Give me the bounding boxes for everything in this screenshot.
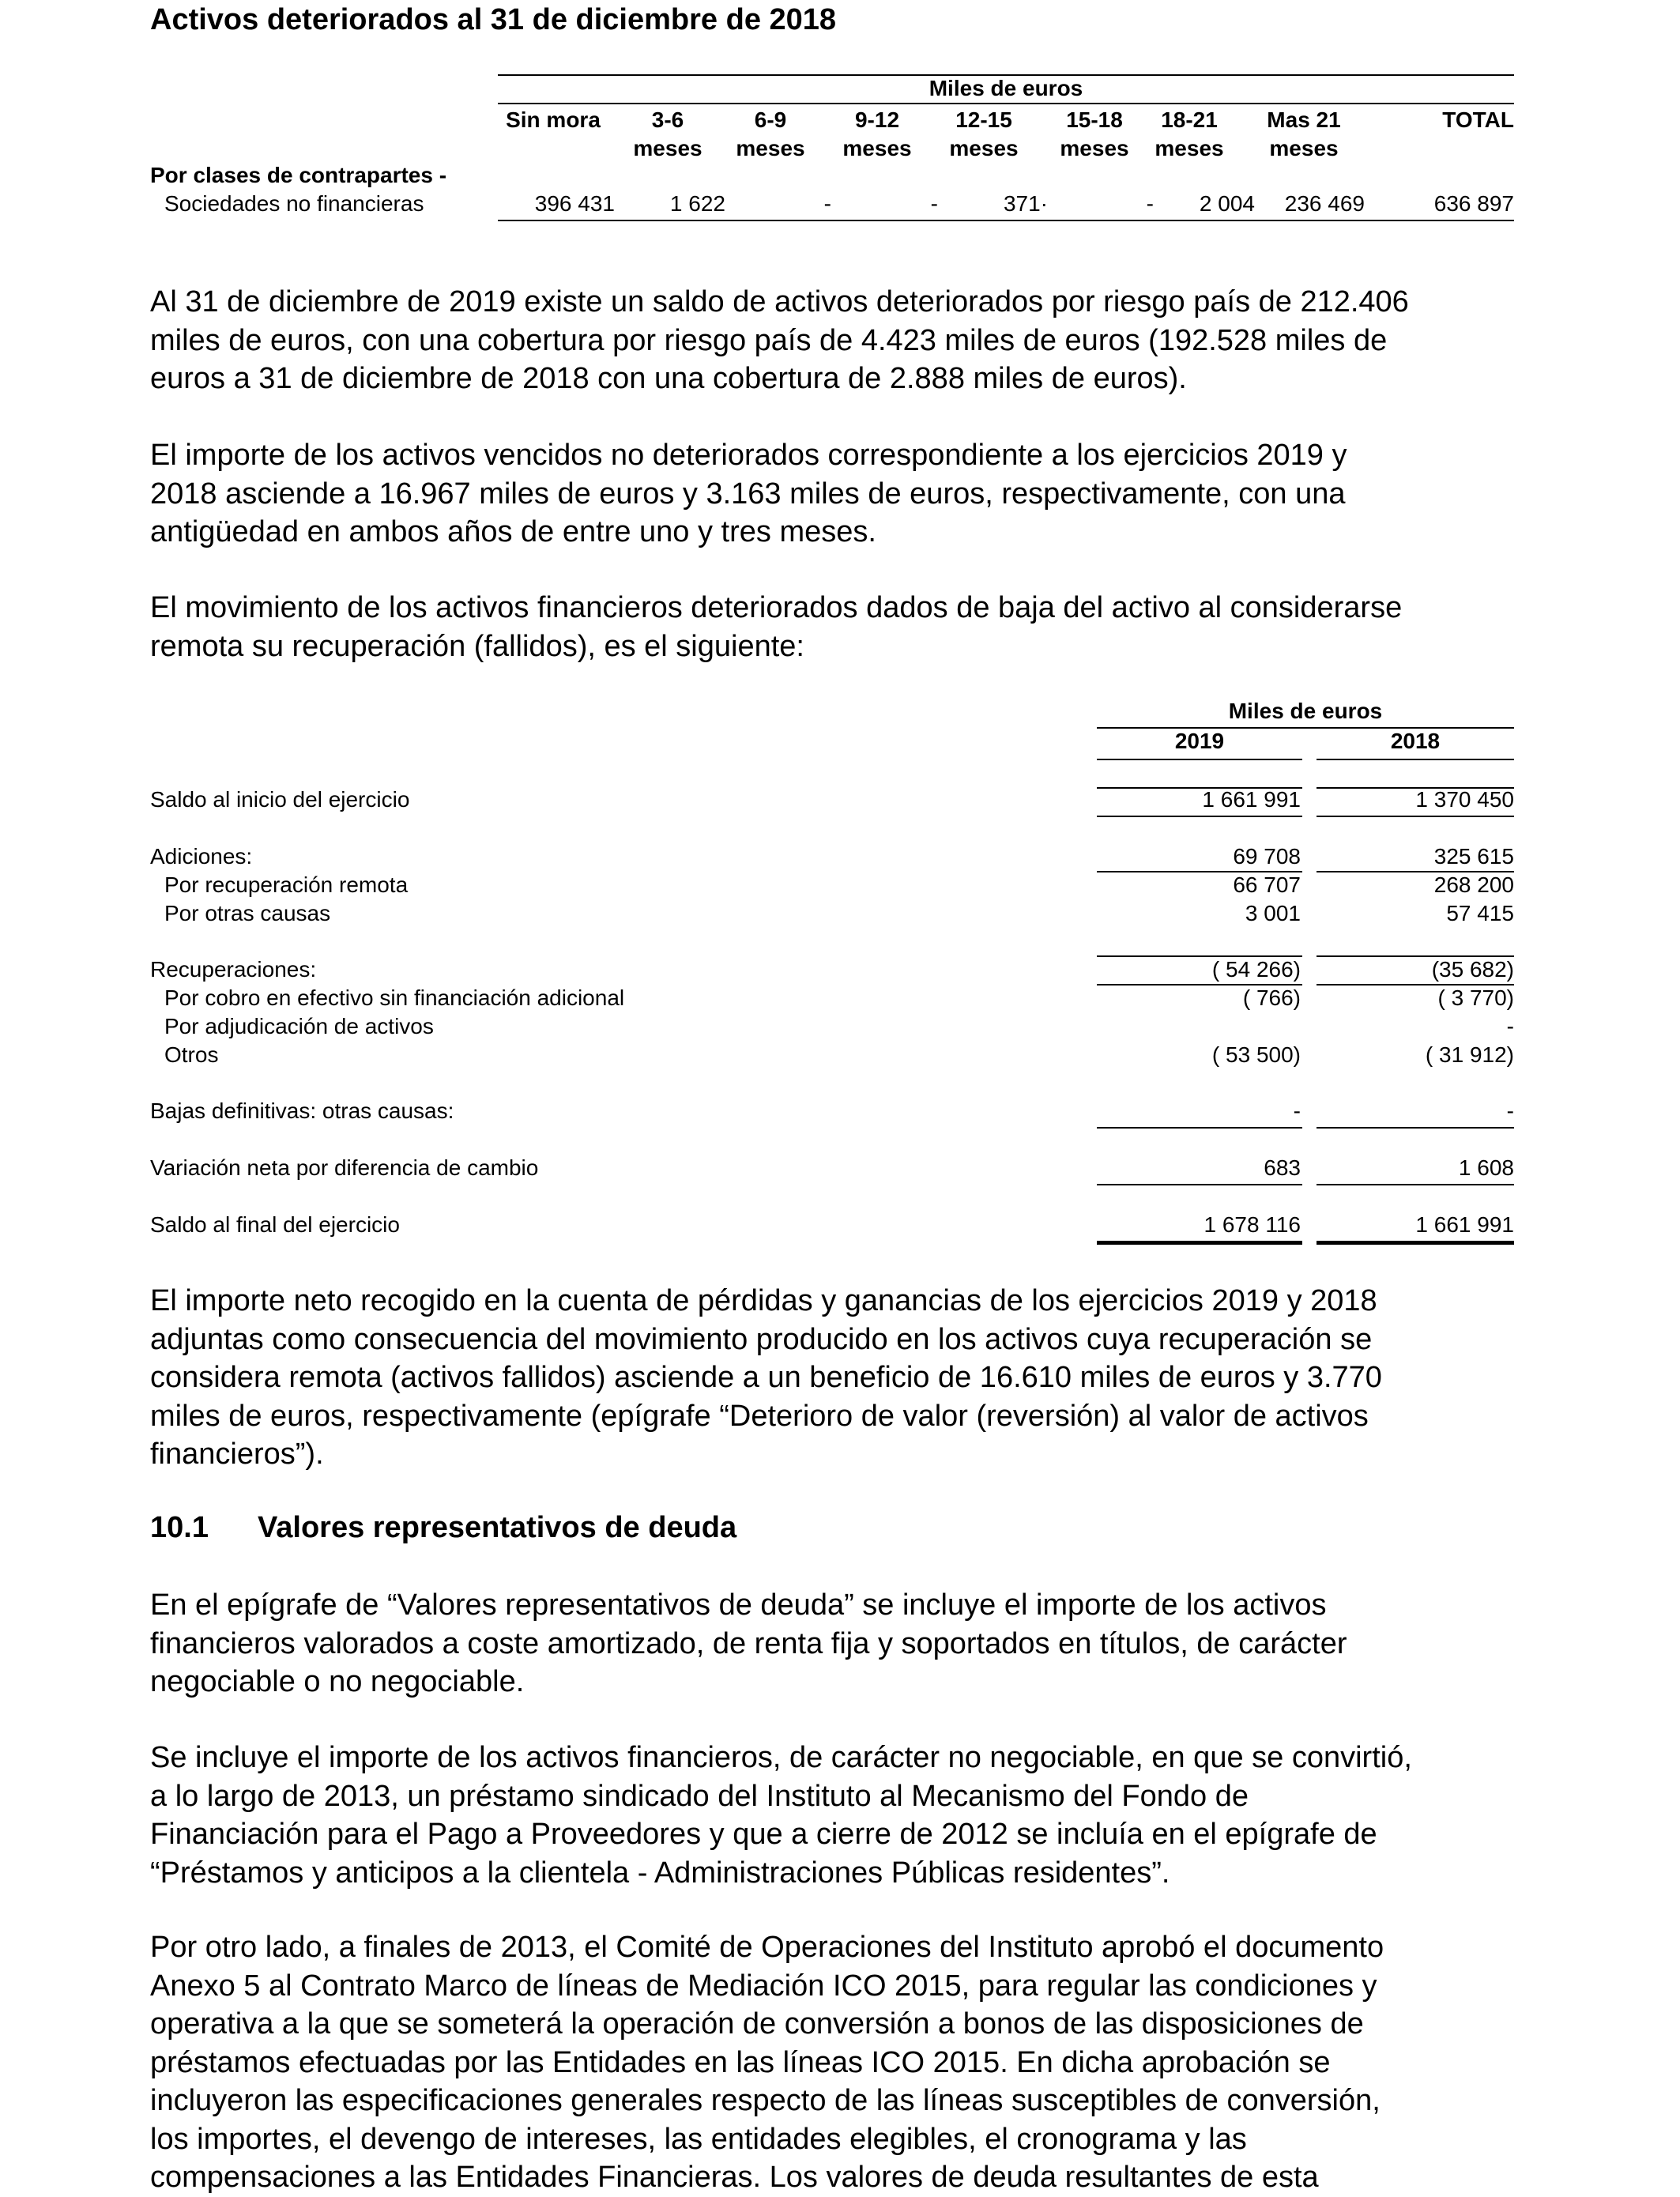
text-line: financieros”). [150, 1438, 324, 1471]
table-cell: 371· [1003, 191, 1048, 216]
text-line: El importe de los activos vencidos no deteriorados correspondiente a los ejercicios 2019 y [150, 439, 1347, 472]
table-row [150, 844, 1514, 872]
row-label: Por cobro en efectivo sin financiación adicional [164, 985, 625, 1010]
col-header-line: meses [949, 136, 1019, 160]
text-line: Anexo 5 al Contrato Marco de líneas de Mediación ICO 2015, para regular las condiciones y [150, 1969, 1377, 2003]
paragraph-syndicated-loan [150, 1739, 1514, 1892]
text-line: Al 31 de diciembre de 2019 existe un saldo de activos deteriorados por riesgo país de 212.406 [150, 285, 1409, 318]
table-cell: - [1146, 191, 1154, 216]
table-rule [1097, 759, 1302, 760]
text-line: Se incluye el importe de los activos financieros, de carácter no negociable, en que se convirtió, [150, 1741, 1412, 1774]
section-heading-10-1 [150, 1511, 736, 1545]
paragraph-debt-securities [150, 1586, 1514, 1701]
value-2018: ( 31 912) [1425, 1042, 1514, 1067]
value-2019: ( 766) [1242, 985, 1301, 1010]
table-row [150, 872, 1514, 901]
col-header-line: meses [1269, 136, 1339, 160]
row-label: Saldo al final del ejercicio [150, 1212, 400, 1237]
table-cell: - [823, 191, 831, 216]
written-off-assets-table [150, 695, 1514, 1249]
col-header-line: meses [736, 136, 805, 160]
row-label: Por otras causas [164, 901, 331, 925]
col-header-line: meses [842, 136, 912, 160]
value-2019: 683 [1264, 1155, 1301, 1180]
value-2018: - [1506, 1014, 1514, 1038]
col-header-sin-mora [498, 106, 608, 134]
value-2019: 1 661 991 [1202, 787, 1301, 812]
table-double-rule [1317, 1241, 1514, 1245]
text-line: antigüedad en ambos años de entre uno y tres meses. [150, 515, 876, 548]
col-header-6-9 [719, 106, 822, 163]
text-line: financieros valorados a coste amortizado, de renta fija y soportados en títulos, de carácter [150, 1626, 1347, 1660]
text-line: préstamos efectuadas por las Entidades en las líneas ICO 2015. En dicha aprobación se [150, 2045, 1331, 2079]
col-header-total [1383, 106, 1514, 134]
paragraph-past-due-assets [150, 436, 1514, 552]
value-2018: 268 200 [1433, 872, 1514, 897]
col-header-line: 3-6 [651, 107, 684, 132]
table-row [150, 901, 1514, 929]
paragraph-ico-2015-annex [150, 1928, 1514, 2197]
value-2019: 3 001 [1245, 901, 1301, 925]
text-line: adjuntas como consecuencia del movimiento producido en los activos cuya recuperación se [150, 1322, 1373, 1356]
paragraph-net-amount [150, 1282, 1514, 1474]
col-header-line: meses [633, 136, 703, 160]
table-cell: 236 469 [1284, 191, 1365, 216]
col-header-line: 6-9 [754, 107, 787, 132]
value-2019: 66 707 [1233, 872, 1301, 897]
paragraph-country-risk [150, 283, 1514, 398]
row-label: Por adjudicación de activos [164, 1014, 434, 1038]
value-2019: ( 54 266) [1211, 957, 1301, 982]
col-header-line: 12-15 [955, 107, 1012, 132]
section-label: Por clases de contrapartes - [150, 163, 447, 187]
table-row [150, 985, 1514, 1014]
text-line: negociable o no negociable. [150, 1665, 525, 1698]
col-header-3-6 [616, 106, 719, 163]
value-2019: 1 678 116 [1203, 1212, 1301, 1237]
text-line: miles de euros, con una cobertura por riesgo país de 4.423 miles de euros (192.528 miles de [150, 323, 1388, 357]
table-rule [1097, 1184, 1302, 1185]
section-title: Valores representativos de deuda [258, 1511, 737, 1544]
table-row [150, 1042, 1514, 1071]
impaired-assets-table-2018 [150, 71, 1514, 229]
text-line: Financiación para el Pago a Proveedores y que a cierre de 2012 se incluía en el epígrafe de [150, 1818, 1377, 1851]
text-line: El importe neto recogido en la cuenta de pérdidas y ganancias de los ejercicios 2019 y 2018 [150, 1284, 1377, 1317]
table-row [150, 1014, 1514, 1042]
text-line: operativa a la que se someterá la operación de conversión a bonos de las disposiciones de [150, 2007, 1364, 2041]
col-header-15-18 [1043, 106, 1146, 163]
row-label: Adiciones: [150, 844, 253, 869]
text-line: compensaciones a las Entidades Financieras. Los valores de deuda resultantes de esta [150, 2161, 1319, 2194]
text-line: En el epígrafe de “Valores representativos de deuda” se incluye el importe de los activos [150, 1588, 1327, 1622]
text-line: El movimiento de los activos financieros deteriorados dados de baja del activo al considerarse [150, 591, 1403, 624]
text-line: considera remota (activos fallidos) asciende a un beneficio de 16.610 miles de euros y 3.770 [150, 1361, 1382, 1394]
col-header-12-15 [932, 106, 1035, 163]
value-2019: - [1293, 1098, 1301, 1123]
col-header-line: TOTAL [1442, 107, 1514, 132]
col-header-line: 18-21 [1161, 107, 1218, 132]
col-header-line: meses [1155, 136, 1224, 160]
table-rule [498, 103, 1514, 104]
value-2018: - [1506, 1098, 1514, 1123]
value-2018: ( 3 770) [1437, 985, 1514, 1010]
table-rule [1097, 1127, 1302, 1129]
table-double-rule [1097, 1241, 1302, 1245]
value-2018: 1 661 991 [1415, 1212, 1514, 1237]
text-line: incluyeron las especificaciones generales respecto de las líneas susceptibles de conversión, [150, 2084, 1381, 2117]
table-row [150, 787, 1514, 816]
paragraph-written-off-movement [150, 589, 1514, 665]
value-2019: ( 53 500) [1211, 1042, 1301, 1067]
value-2018: 57 415 [1446, 901, 1514, 925]
section-number: 10.1 [150, 1511, 209, 1544]
table-row [150, 1098, 1514, 1127]
text-line: euros a 31 de diciembre de 2018 con una cobertura de 2.888 miles de euros). [150, 362, 1187, 395]
table-group-header: Miles de euros [1228, 699, 1383, 723]
year-header-2018: 2018 [1390, 729, 1441, 753]
table-row [150, 957, 1514, 985]
value-2019: 69 708 [1233, 844, 1301, 869]
row-label: Recuperaciones: [150, 957, 317, 982]
table-row [150, 1212, 1514, 1241]
text-line: miles de euros, respectivamente (epígrafe “Deterioro de valor (reversión) al valor de activos [150, 1399, 1369, 1433]
impaired-assets-2018-heading: Activos deteriorados al 31 de diciembre de 2018 [150, 3, 837, 36]
col-header-mas-21 [1245, 106, 1363, 163]
text-line: Por otro lado, a finales de 2013, el Comité de Operaciones del Instituto aprobó el documento [150, 1931, 1384, 1964]
text-line: a lo largo de 2013, un préstamo sindicado del Instituto al Mecanismo del Fondo de [150, 1779, 1249, 1813]
table-cell: 396 431 [534, 191, 615, 216]
text-line: los importes, el devengo de intereses, las entidades elegibles, el cronograma y las [150, 2122, 1247, 2156]
value-2018: 1 608 [1458, 1155, 1514, 1180]
row-label: Saldo al inicio del ejercicio [150, 787, 410, 812]
year-header-2019: 2019 [1174, 729, 1225, 753]
col-header-line: meses [1060, 136, 1129, 160]
col-header-line: Sin mora [506, 107, 601, 132]
text-line: remota su recuperación (fallidos), es el siguiente: [150, 629, 804, 663]
row-label: Sociedades no financieras [164, 191, 424, 216]
row-label: Por recuperación remota [164, 872, 409, 897]
table-cell: 2 004 [1199, 191, 1255, 216]
col-header-line: 15-18 [1066, 107, 1123, 132]
text-line: 2018 asciende a 16.967 miles de euros y 3.163 miles de euros, respectivamente, con una [150, 477, 1346, 511]
table-rule [1317, 1127, 1514, 1129]
col-header-line: Mas 21 [1267, 107, 1341, 132]
value-2018: 1 370 450 [1415, 787, 1514, 812]
row-label: Bajas definitivas: otras causas: [150, 1098, 454, 1123]
row-label: Otros [164, 1042, 219, 1067]
col-header-line: 9-12 [854, 107, 900, 132]
table-group-header: Miles de euros [929, 76, 1083, 100]
table-cell: - [930, 191, 938, 216]
text-line: “Préstamos y anticipos a la clientela - Administraciones Públicas residentes”. [150, 1856, 1170, 1890]
table-row [150, 1155, 1514, 1184]
value-2018: 325 615 [1433, 844, 1514, 869]
table-rule [1317, 759, 1514, 760]
col-header-9-12 [826, 106, 929, 163]
col-header-18-21 [1138, 106, 1241, 163]
table-rule [1317, 816, 1514, 817]
value-2018: (35 682) [1431, 957, 1514, 982]
table-cell: 1 622 [669, 191, 725, 216]
table-rule [1317, 1184, 1514, 1185]
row-label: Variación neta por diferencia de cambio [150, 1155, 539, 1180]
table-cell: 636 897 [1433, 191, 1514, 216]
table-rule [1097, 816, 1302, 817]
table-rule [498, 220, 1514, 221]
